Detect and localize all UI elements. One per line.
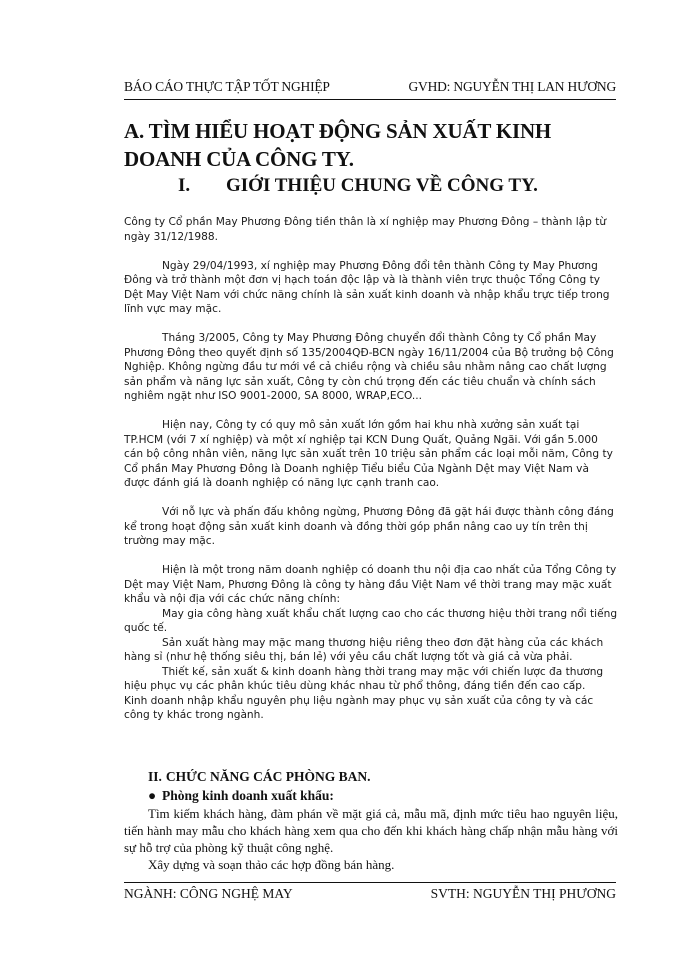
header-report-title: BÁO CÁO THỰC TẬP TỐT NGHIỆP xyxy=(124,79,330,94)
paragraph-achievement: Với nỗ lực và phấn đấu không ngừng, Phương Đông đã gặt hái được thành công đáng kể trong hoạt động sản xuất kinh doanh và đồng thời góp phần nâng cao uy tín trên thị trường may mặc. xyxy=(124,506,614,547)
page-header xyxy=(124,79,616,95)
function-item: Thiết kế, sản xuất & kinh doanh hàng thời trang may mặc với chiến lược đa thương hiệu phục vụ các phân khúc tiêu dùng khác nhau từ phổ thông, đáng tiền đến cao cấp. xyxy=(124,665,604,692)
section-1-number: I. xyxy=(178,175,191,196)
section-2 xyxy=(124,768,618,873)
paragraph-functions-intro: Hiện là một trong năm doanh nghiệp có doanh thu nội địa cao nhất của Tổng Công ty Dệt may Việt Nam, Phương Đông là công ty hàng đầu Việt Nam về thời trang may mặc xuất khẩu và nội địa với các chức năng chính: xyxy=(124,564,617,605)
paragraph-current: Hiện nay, Công ty có quy mô sản xuất lớn gồm hai khu nhà xưởng sản xuất tại TP.HCM (với 7 xí nghiệp) và một xí nghiệp tại KCN Dung Quất, Quảng Ngãi. Với gần 5.000 cán bộ công nhân viên, năng lực sản xuất trên 10 triệu sản phẩm các loại mỗi năm, Công ty Cổ phần May Phương Đông là Doanh nghiệp Tiểu biểu Của Ngành Dệt may Việt Nam và được đánh giá là doanh nghiệp có năng lực cạnh tranh cao. xyxy=(124,419,613,489)
bullet-icon: ● xyxy=(148,788,157,803)
footer-major: NGÀNH: CÔNG NGHỆ MAY xyxy=(124,886,293,901)
section-2-heading xyxy=(148,768,618,785)
footer-student: SVTH: NGUYỄN THỊ PHƯƠNG xyxy=(430,886,616,901)
function-item-last: Kinh doanh nhập khẩu nguyên phụ liệu ngành may phục vụ sản xuất của công ty và các công ty khác trong ngành. xyxy=(124,694,594,721)
section-2-label: CHỨC NĂNG CÁC PHÒNG BAN. xyxy=(165,769,371,784)
page-footer xyxy=(124,886,616,902)
department-duty-2: Xây dựng và soạn thảo các hợp đồng bán hàng. xyxy=(148,857,395,872)
department-heading xyxy=(148,787,618,804)
paragraph-2005: Tháng 3/2005, Công ty May Phương Đông chuyển đổi thành Công ty Cổ phần May Phương Đông theo quyết định số 135/2004QĐ-BCN ngày 16/11/2004 của Bộ trưởng bộ Công Nghiệp. Không ngừng đầu tư mới về cả chiều rộng và chiều sâu nhằm nâng cao chất lượng sản phẩm và năng lực sản xuất, Công ty còn chú trọng đến các tiêu chuẩn và chính sách nghiêm ngặt như ISO 9001-2000, SA 8000, WRAP,ECO... xyxy=(124,332,614,402)
department-title: Phòng kinh doanh xuất khẩu: xyxy=(162,788,334,803)
function-item: May gia công hàng xuất khẩu chất lượng cao cho các thương hiệu thời trang nổi tiếng quốc tế. xyxy=(124,607,618,634)
footer-divider xyxy=(124,882,616,883)
function-item: Sản xuất hàng may mặc mang thương hiệu riêng theo đơn đặt hàng của các khách hàng sỉ (như hệ thống siêu thị, bán lẻ) với yêu cầu chất lượng tốt và giá cả vừa phải. xyxy=(124,636,604,663)
paragraph-intro: Công ty Cổ phần May Phương Đông tiền thân là xí nghiệp may Phương Đông – thành lập từ ngày 31/12/1988. xyxy=(124,216,607,243)
paragraph-1993: Ngày 29/04/1993, xí nghiệp may Phương Đông đổi tên thành Công ty May Phương Đông và trở thành một đơn vị hạch toán độc lập và là thành viên trực thuộc Tổng Công ty Dệt May Việt Nam với chức năng chính là sản xuất kinh doanh và nhập khẩu trực tiếp trong lĩnh vực may mặc. xyxy=(124,259,610,315)
department-duty-1: Tìm kiếm khách hàng, đàm phán về mặt giá cả, mẫu mã, định mức tiêu hao nguyên liệu, tiến hành may mẫu cho khách hàng xem qua cho đến khi khách hàng chấp nhận mẫu hàng với sự hỗ trợ của phòng kỹ thuật công nghệ. xyxy=(124,806,618,855)
section-1-label: GIỚI THIỆU CHUNG VỀ CÔNG TY. xyxy=(226,175,538,196)
header-advisor: GVHD: NGUYỄN THỊ LAN HƯƠNG xyxy=(408,79,616,94)
section-2-number: II. xyxy=(148,769,162,784)
chapter-title: A. TÌM HIỂU HOẠT ĐỘNG SẢN XUẤT KINH DOANH CỦA CÔNG TY. xyxy=(124,119,552,171)
section-1-heading xyxy=(178,175,628,197)
header-divider xyxy=(124,99,616,100)
document-body xyxy=(124,215,618,723)
